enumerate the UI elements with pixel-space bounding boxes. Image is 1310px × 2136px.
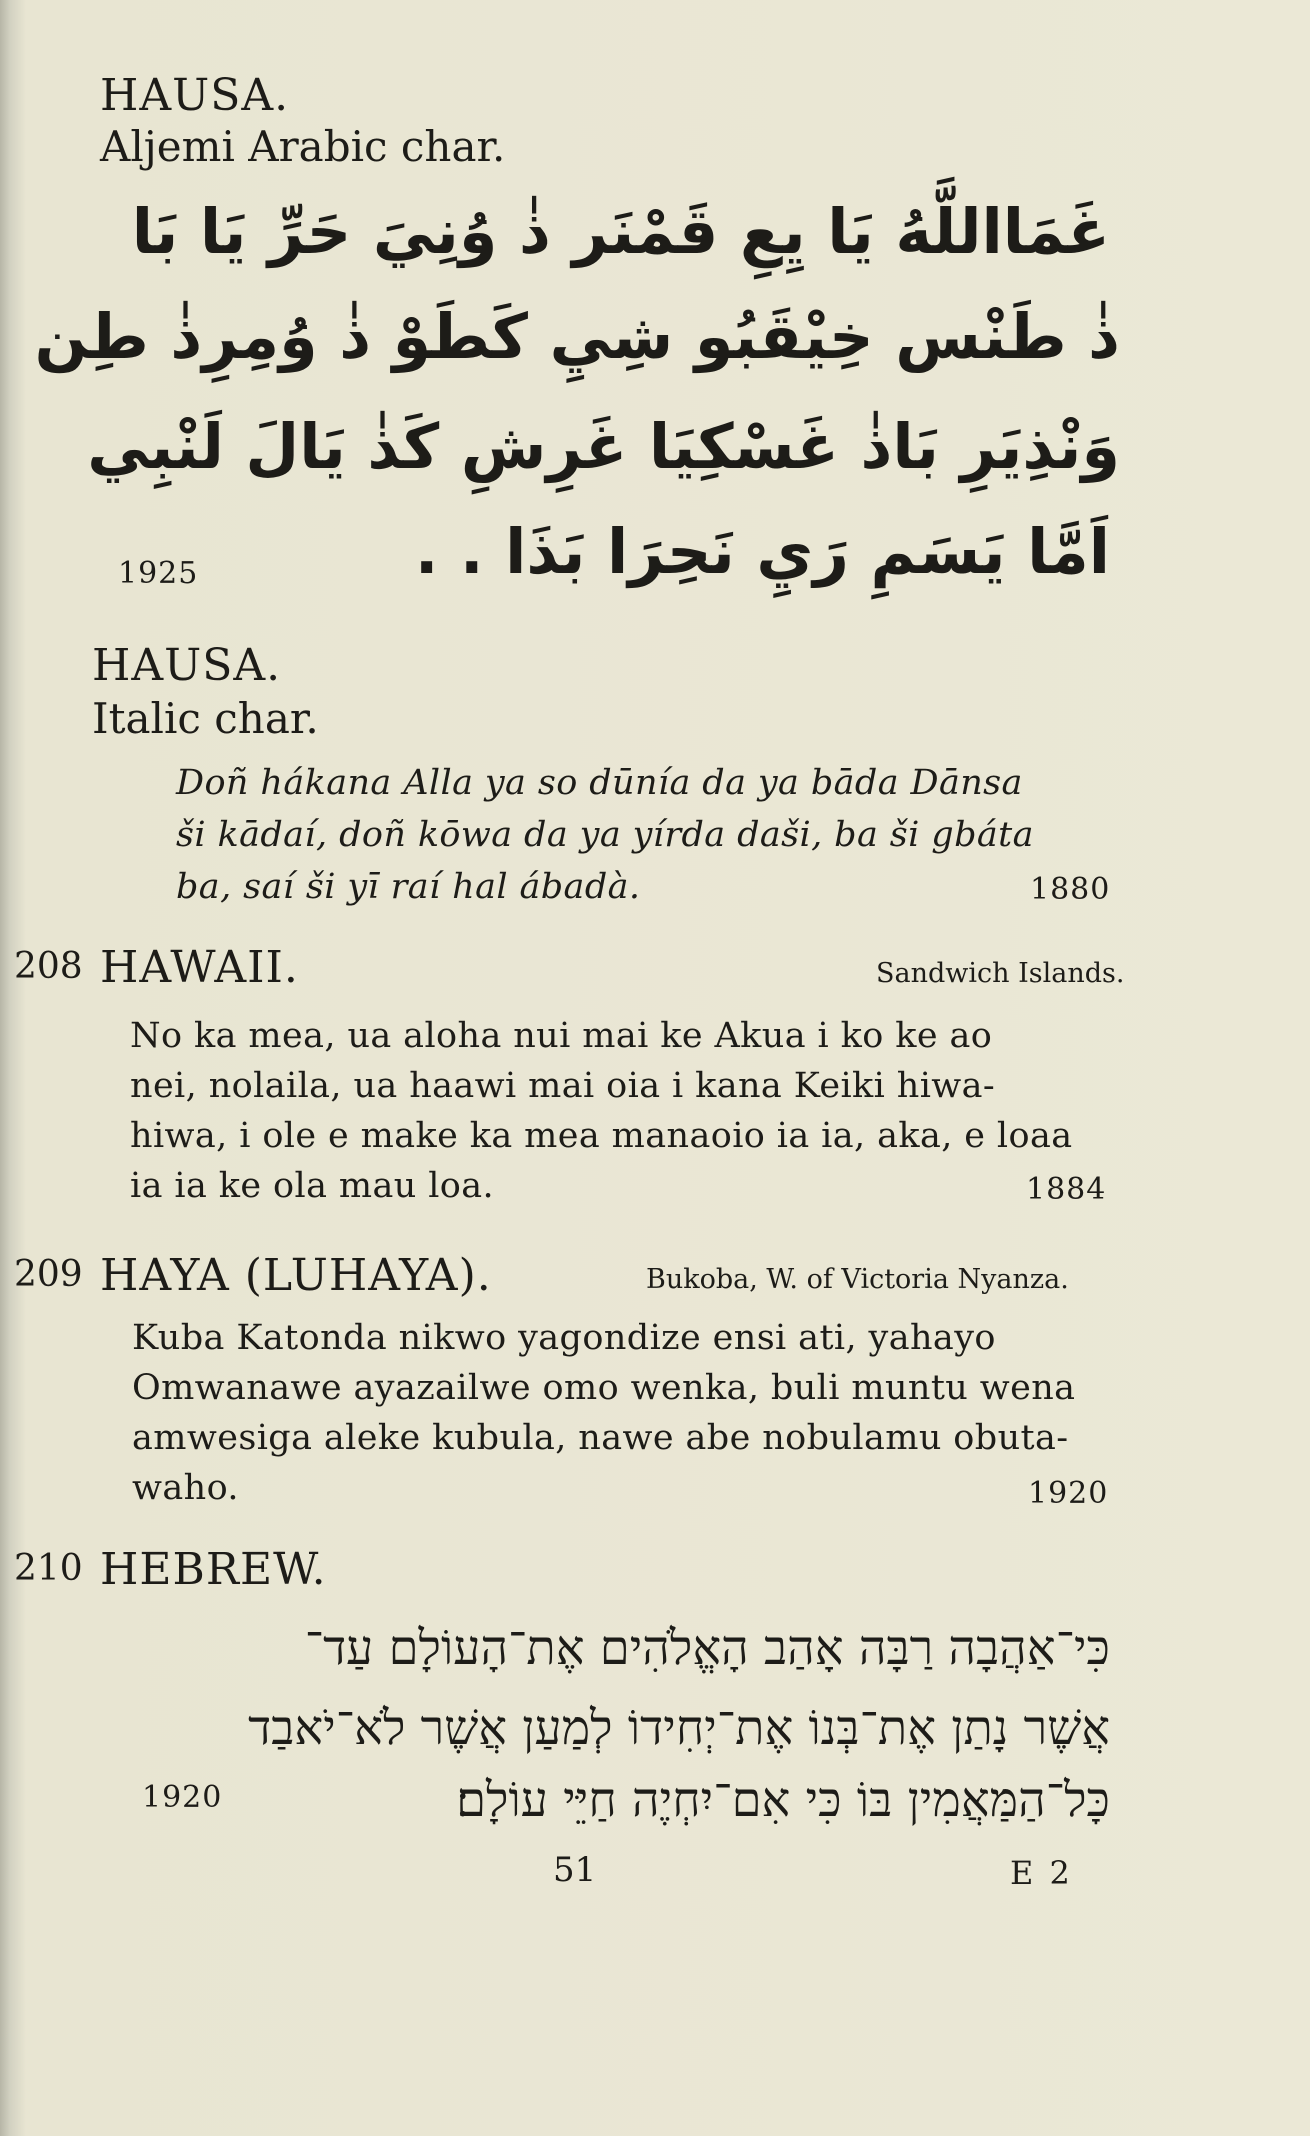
entry-number-210: 210 — [14, 1548, 83, 1589]
haya-line-4: waho. — [132, 1468, 239, 1508]
hausa-italic-line-2: ši kādaí, doñ kōwa da ya yírda daši, ba ši gbáta — [176, 815, 1034, 855]
hausa-arabic-year: 1925 — [118, 556, 199, 591]
haya-title: HAYA (LUHAYA). — [100, 1250, 492, 1301]
hausa-italic-year: 1880 — [1030, 872, 1111, 907]
hausa-italic-line-3: ba, saí ši yī raí hal ábadà. — [176, 867, 641, 907]
arabic-line-2: ذٰ طَنْس خِيْقَبُو شِيِ كَطَوْ ذٰ وُمِرِذٰ طِن — [34, 300, 1120, 373]
hebrew-year: 1920 — [142, 1780, 223, 1815]
arabic-line-3: وَنْذِيَرِ بَاذٰ غَسْكِيَا غَرِشِ كَذٰ يَالَ لَنْبِي — [87, 410, 1120, 483]
hausa-italic-subtitle: Italic char. — [92, 694, 319, 743]
hawaii-year: 1884 — [1026, 1172, 1107, 1207]
hausa-arabic-subtitle: Aljemi Arabic char. — [100, 122, 506, 171]
haya-line-1: Kuba Katonda nikwo yagondize ensi ati, yahayo — [132, 1318, 996, 1358]
haya-year: 1920 — [1028, 1476, 1109, 1511]
hawaii-line-4: ia ia ke ola mau loa. — [130, 1166, 495, 1206]
haya-line-3: amwesiga aleke kubula, nawe abe nobulamu obuta- — [132, 1418, 1069, 1458]
haya-region: Bukoba, W. of Victoria Nyanza. — [646, 1264, 1069, 1295]
haya-line-2: Omwanawe ayazailwe omo wenka, buli muntu wena — [132, 1368, 1076, 1408]
hebrew-title: HEBREW. — [100, 1544, 327, 1595]
hawaii-region: Sandwich Islands. — [876, 958, 1125, 989]
hebrew-line-1: כִּי־אַהֲבָה רַבָּה אָהַב הָאֱלֹהִים אֶת־הָעוֹלָם עַד־ — [304, 1620, 1110, 1676]
entry-number-208: 208 — [14, 946, 83, 987]
arabic-line-1: غَمَااللَّهُ يَا يِعِ قَمْنَر ذٰ وُنِيَ حَرِّ يَا بَا — [131, 195, 1110, 268]
arabic-line-4: اَمَّا يَسَمِ رَيِ نَحِرَا بَذَا . . — [414, 515, 1110, 588]
hawaii-line-3: hiwa, i ole e make ka mea manaoio ia ia, aka, e loaa — [130, 1116, 1073, 1156]
hausa-italic-title: HAUSA. — [92, 640, 282, 691]
hausa-italic-line-1: Doñ hákana Alla ya so dūnía da ya bāda Dānsa — [176, 763, 1023, 803]
hausa-arabic-title: HAUSA. — [100, 70, 290, 121]
hawaii-line-1: No ka mea, ua aloha nui mai ke Akua i ko ke ao — [130, 1016, 993, 1056]
hebrew-line-2: אֲשֶׁר נָתַן אֶת־בְּנוֹ אֶת־יְחִידוֹ לְמַעַן אֲשֶׁר לֹא־יֹאבַד — [248, 1700, 1110, 1756]
page-number: 51 — [553, 1850, 597, 1890]
hebrew-line-3: כָּל־הַמַּאֲמִין בּוֹ כִּי אִם־יִחְיֶה חַיֵּי עוֹלָם׃ — [456, 1772, 1110, 1828]
entry-number-209: 209 — [14, 1254, 83, 1295]
signature-mark: E 2 — [1010, 1854, 1073, 1892]
hawaii-line-2: nei, nolaila, ua haawi mai oia i kana Keiki hiwa- — [130, 1066, 996, 1106]
hawaii-title: HAWAII. — [100, 942, 299, 993]
